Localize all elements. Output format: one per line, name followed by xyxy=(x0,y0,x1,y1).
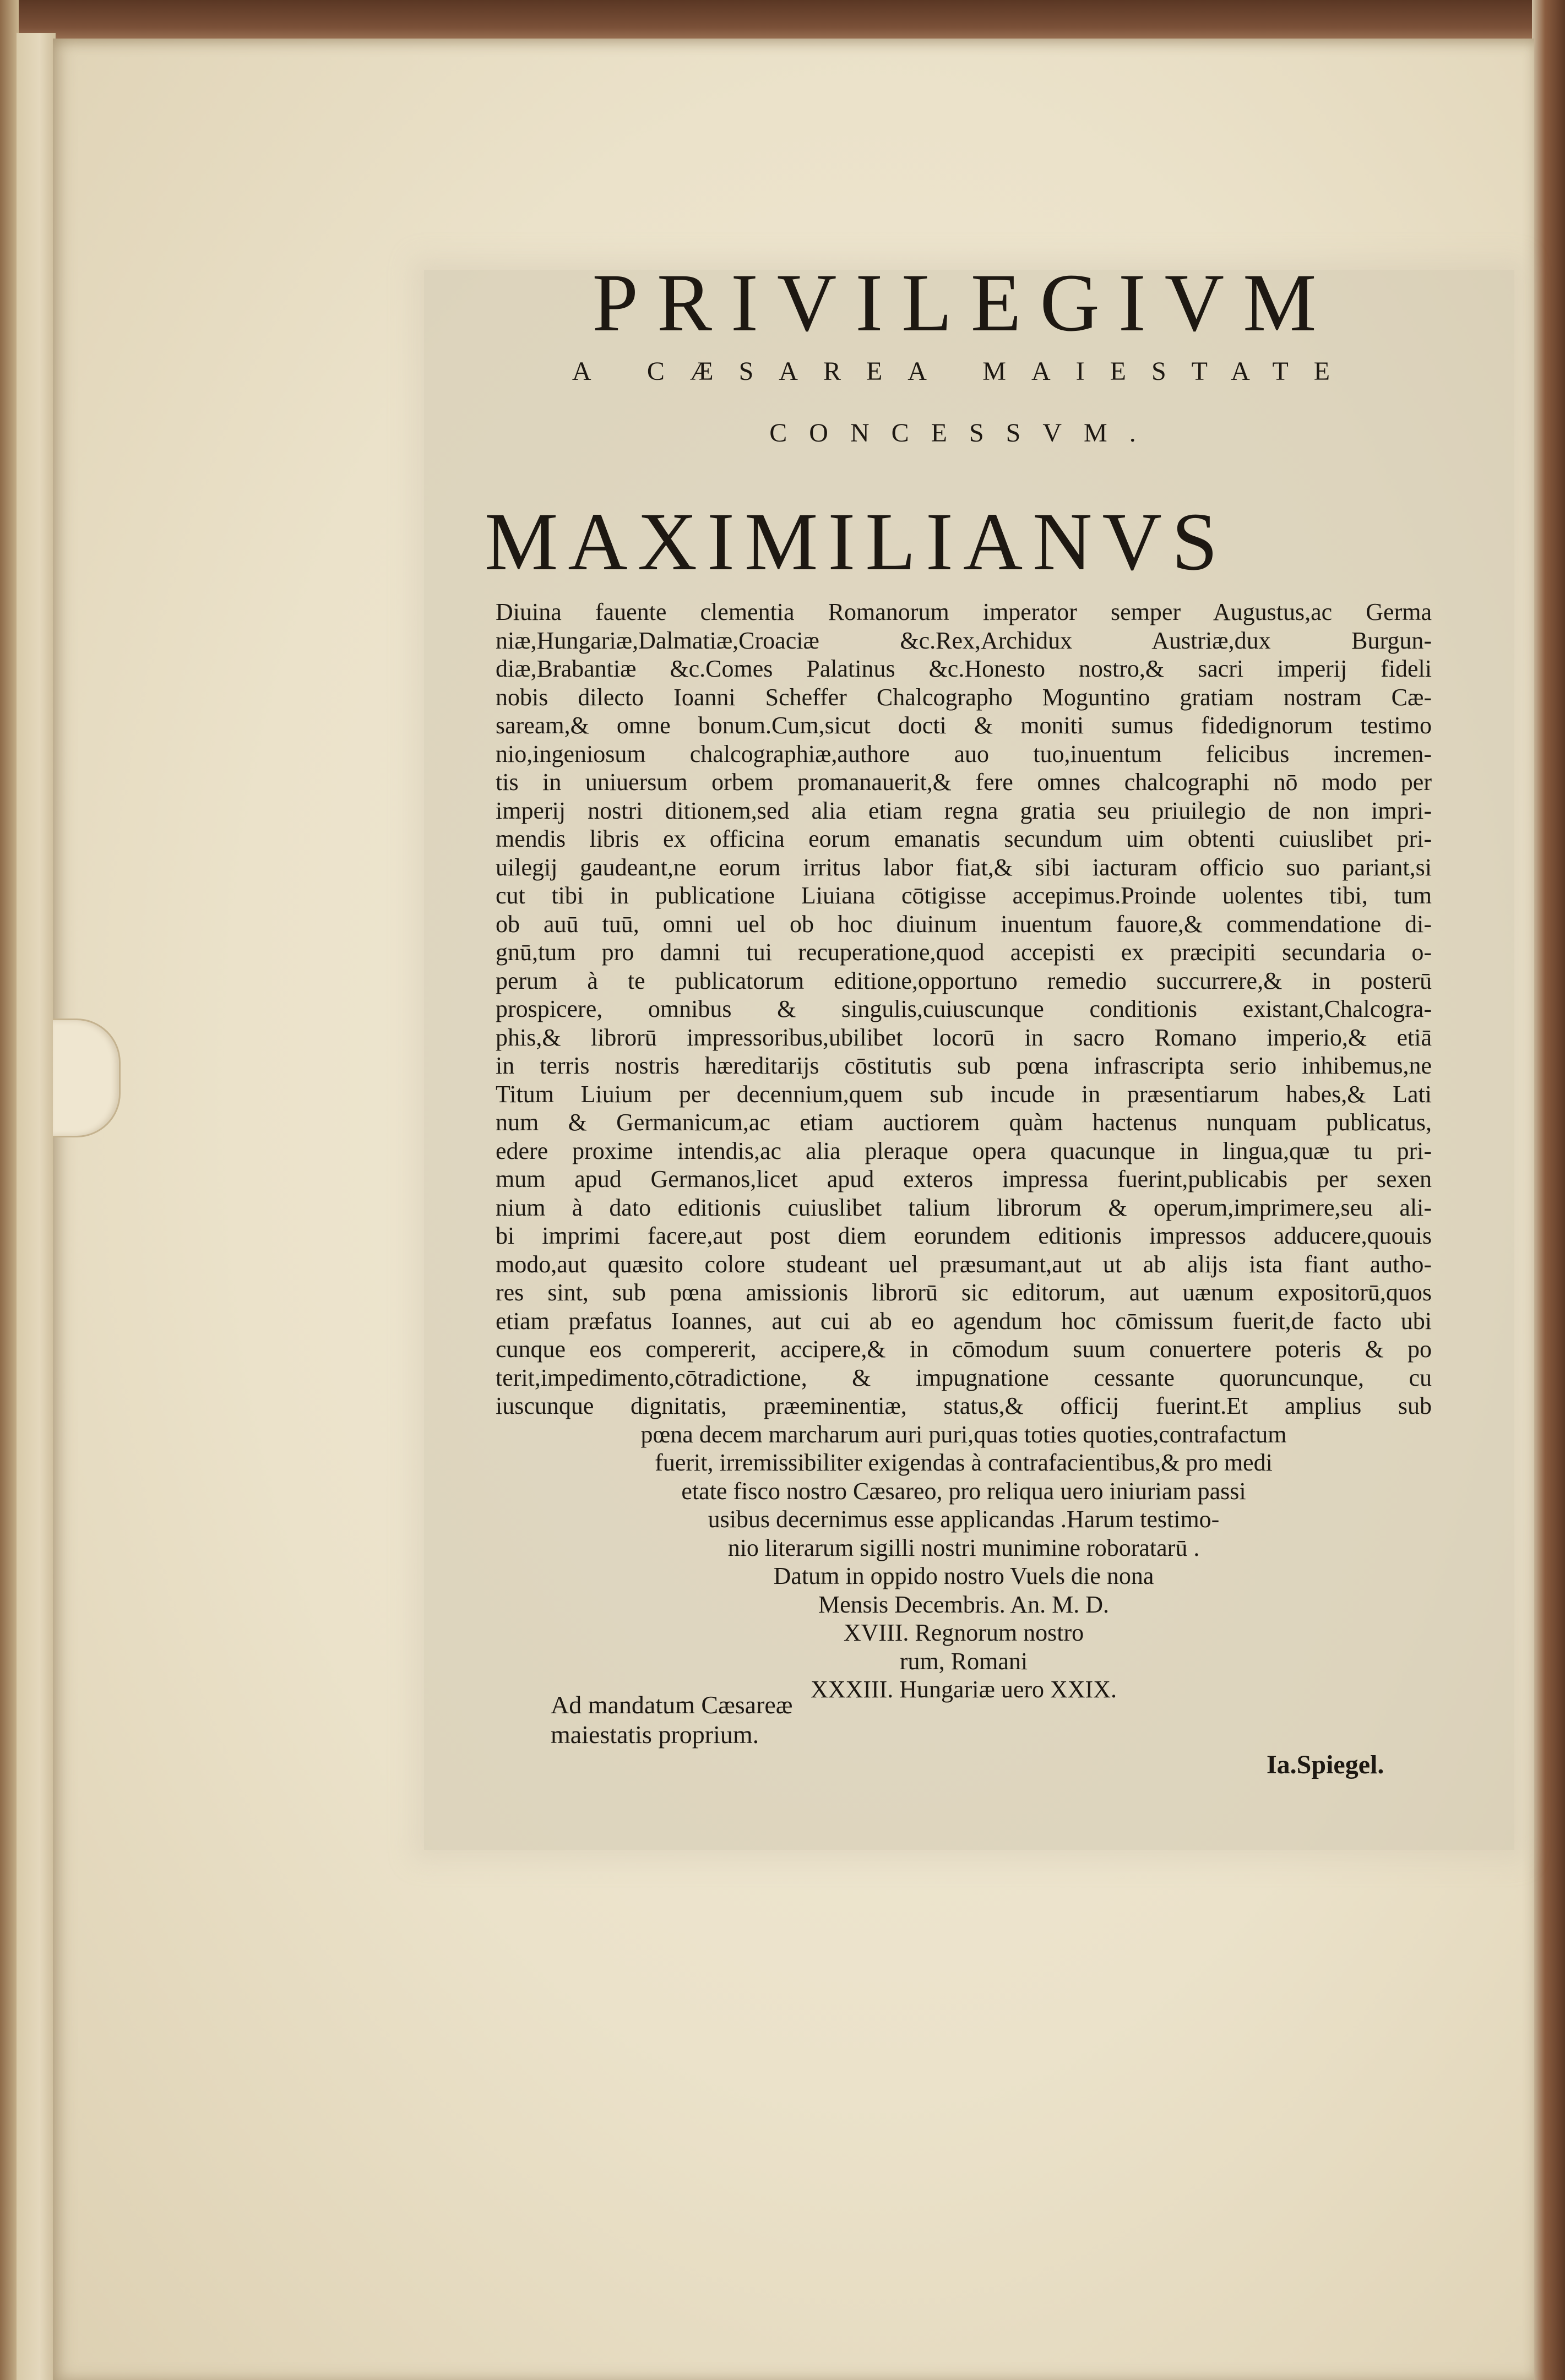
body-line: XVIII. Regnorum nostro xyxy=(843,1619,1084,1646)
binding-left-edge xyxy=(0,0,19,2380)
subtitle-line-1: A CÆSAREA MAIESTATE xyxy=(572,357,1356,386)
body-line: modo,aut quæsito colore studeant uel præsumant,aut ut ab alijs ista fiant autho- xyxy=(496,1250,1432,1278)
body-line: nium à dato editionis cuiuslibet talium librorum & operum,imprimere,seu ali- xyxy=(496,1194,1432,1221)
body-line: saream,& omne bonum.Cum,sicut docti & moniti sumus fidedignorum testimo xyxy=(496,712,1432,739)
emperor-name: MAXIMILIANVS xyxy=(485,496,1228,587)
subtitle-line-2: CONCESSVM. xyxy=(769,418,1158,448)
body-line: XXXIII. Hungariæ uero XXIX. xyxy=(811,1676,1117,1703)
body-line: res sint, sub pœna amissionis librorū sic editorum, aut uænum expositorū,quos xyxy=(496,1279,1432,1306)
body-line: niæ,Hungariæ,Dalmatiæ,Croaciæ &c.Rex,Archidux Austriæ,dux Burgun- xyxy=(496,627,1432,654)
body-line: Titum Liuium per decennium,quem sub incude in præsentiarum habes,& Lati xyxy=(496,1080,1432,1108)
signature-name: Ia.Spiegel. xyxy=(1267,1750,1384,1779)
body-line: diæ,Brabantiæ &c.Comes Palatinus &c.Honesto nostro,& sacri imperij fideli xyxy=(496,655,1432,682)
mandate-line-2: maiestatis proprium. xyxy=(551,1720,759,1749)
body-line: Datum in oppido nostro Vuels die nona xyxy=(773,1562,1154,1589)
body-line: nio,ingeniosum chalcographiæ,authore auo tuo,inuentum felicibus incremen- xyxy=(496,740,1432,767)
body-line: in terris nostris hæreditarijs cōstitutis sub pœna infrascripta serio inhibemus,ne xyxy=(496,1052,1432,1079)
binding-right-edge xyxy=(1532,0,1565,2380)
body-line: tis in uniuersum orbem promanauerit,& fere omnes chalcographi nō modo per xyxy=(496,769,1432,796)
body-line: Mensis Decembris. An. M. D. xyxy=(818,1591,1109,1618)
body-line: mum apud Germanos,licet apud exteros impressa fuerint,publicabis per sexen xyxy=(496,1166,1432,1192)
body-line: edere proxime intendis,ac alia pleraque opera quacunque in lingua,quæ tu pri- xyxy=(496,1137,1432,1164)
body-line: pœna decem marcharum auri puri,quas toties quoties,contrafactum xyxy=(640,1420,1287,1448)
body-line: nobis dilecto Ioanni Scheffer Chalcographo Moguntino gratiam nostram Cæ- xyxy=(496,683,1432,711)
body-line: gnū,tum pro damni tui recuperatione,quod accepisti ex præcipiti secundaria o- xyxy=(496,939,1432,966)
body-line: terit,impedimento,cōtradictione, & impugnatione cessante quoruncunque, cu xyxy=(496,1364,1432,1391)
body-line: etiam præfatus Ioannes, aut cui ab eo agendum hoc cōmissum fuerit,de facto ubi xyxy=(496,1307,1432,1335)
body-line: num & Germanicum,ac etiam auctiorem quàm hactenus nunquam publicatus, xyxy=(496,1109,1432,1136)
body-line: perum à te publicatorum editione,opportuno remedio succurrere,& in posterū xyxy=(496,967,1432,994)
body-line: uilegij gaudeant,ne eorum irritus labor fiat,& sibi iacturam officio suo pariant,si xyxy=(496,853,1432,881)
body-line: rum, Romani xyxy=(899,1647,1028,1675)
body-line: etate fisco nostro Cæsareo, pro reliqua uero iniuriam passi xyxy=(681,1477,1246,1505)
body-line: ob auū tuū, omni uel ob hoc diuinum inuentum fauore,& commendatione di- xyxy=(496,910,1432,938)
privilege-body xyxy=(496,598,1432,1704)
body-line: Diuina fauente clementia Romanorum imperator semper Augustus,ac Germa xyxy=(496,598,1432,625)
body-line: bi imprimi facere,aut post diem eorundem editionis impressos adducere,quouis xyxy=(496,1222,1432,1249)
mandate-line-1: Ad mandatum Cæsareæ xyxy=(551,1691,793,1719)
privilege-text-block xyxy=(485,257,1432,1704)
body-line: usibus decernimus esse applicandas .Harum testimo- xyxy=(708,1506,1220,1533)
body-line: nio literarum sigilli nostri munimine roboratarū . xyxy=(727,1534,1200,1561)
body-line: fuerit, irremissibiliter exigendas à contrafacientibus,& pro medi xyxy=(655,1449,1273,1476)
body-line: phis,& librorū impressoribus,ubilibet locorū in sacro Romano imperio,& etiā xyxy=(496,1023,1432,1051)
body-line: cunque eos compererit, accipere,& in cōmodum suum conuertere poteris & po xyxy=(496,1336,1432,1363)
body-line: prospicere, omnibus & singulis,cuiuscunque conditionis existant,Chalcogra- xyxy=(496,995,1432,1022)
body-line: imperij nostri ditionem,sed alia etiam regna gratia seu priuilegio de non impri- xyxy=(496,797,1432,824)
body-line: iuscunque dignitatis, præeminentiæ, status,& officij fuerint.Et amplius sub xyxy=(496,1392,1432,1419)
body-line: mendis libris ex officina eorum emanatis secundum uim obtenti cuiuslibet pri- xyxy=(496,825,1432,852)
page-tab xyxy=(53,1019,121,1137)
previous-page-edge xyxy=(17,33,56,2380)
page-title: PRIVILEGIVM xyxy=(592,257,1335,348)
mandate-note xyxy=(551,1690,793,1750)
body-line: cut tibi in publicatione Liuiana cōtigisse accepimus.Proinde uolentes tibi, tum xyxy=(496,882,1432,909)
